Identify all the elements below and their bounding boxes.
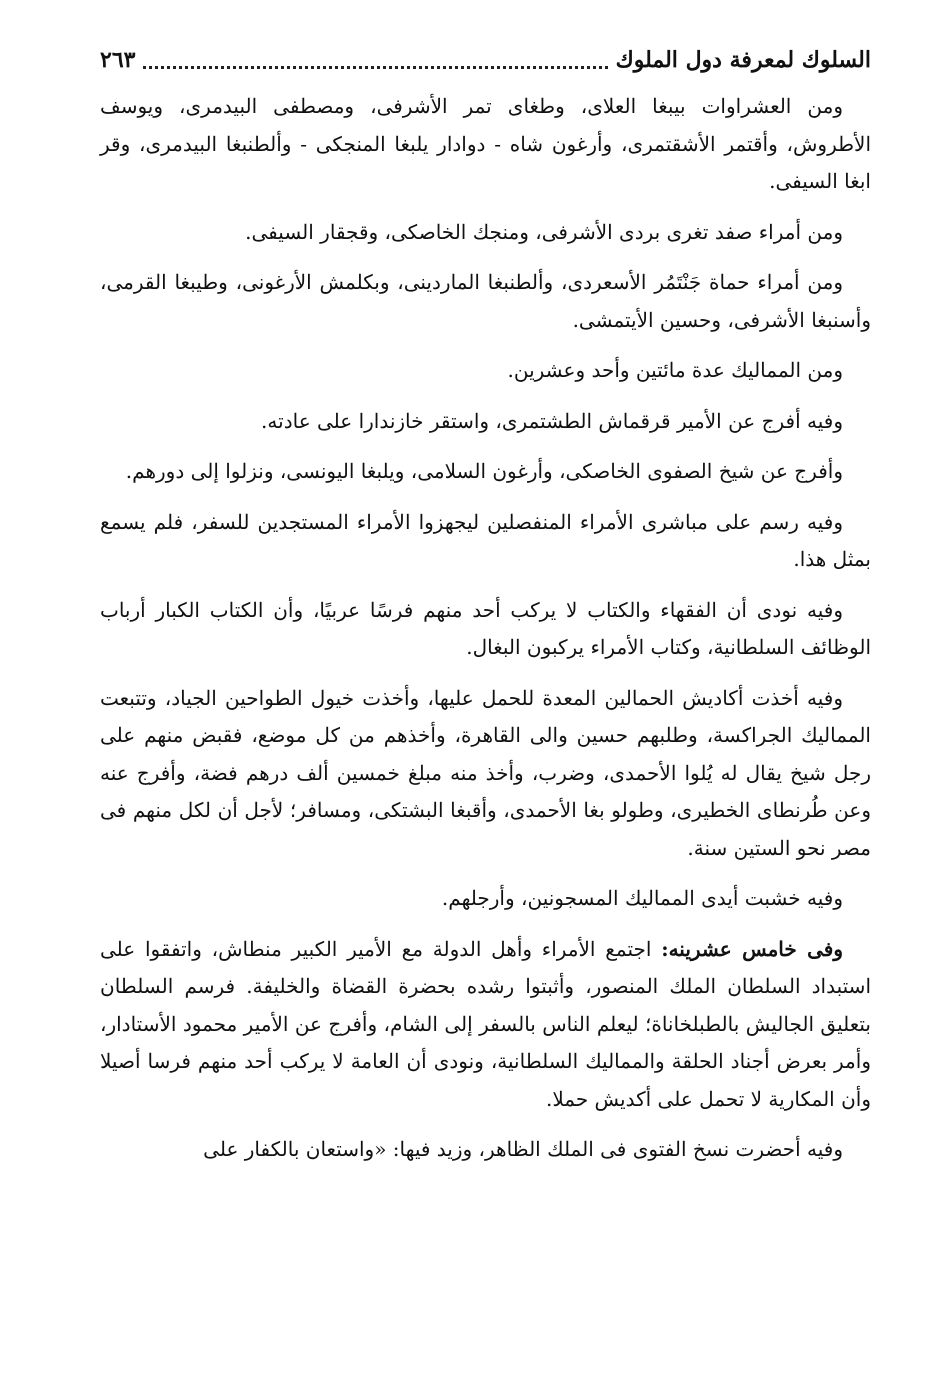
running-header bbox=[100, 38, 871, 82]
paragraph-9: وفيه أخذت أكاديش الحمالين المعدة للحمل عليها، وأخذت خيول الطواحين الجياد، وتتبعت المماليك الجراكسة، وطلبهم حسين والى القاهرة، وأخذهم من كل موضع، فقبض منهم على رجل شيخ يقال له يُلوا الأحمدى، وضرب، وأخذ منه مبلغ خمسين ألف درهم فضة، وأفرج عنه وعن طُرنطاى الخطيرى، وطولو بغا الأحمدى، وأقبغا البشتكى، ومسافر؛ لأجل أن لكل منهم فى مصر نحو الستين سنة. bbox=[100, 685, 871, 860]
paragraph-10: وفيه خشبت أيدى المماليك المسجونين، وأرجلهم. bbox=[441, 886, 843, 910]
paragraph-7: وفيه رسم على مباشرى الأمراء المنفصلين ليجهزوا الأمراء المستجدين للسفر، فلم يسمع بمثل هذا. bbox=[100, 509, 871, 571]
running-title: السلوك لمعرفة دول الملوك bbox=[615, 47, 871, 73]
paragraph-4: ومن المماليك عدة مائتين وأحد وعشرين. bbox=[507, 358, 843, 382]
paragraph-8: وفيه نودى أن الفقهاء والكتاب لا يركب أحد منهم فرسًا عربيًا، وأن الكتاب الكبار أرباب الوظائف السلطانية، وكتاب الأمراء يركبون البغال. bbox=[100, 597, 871, 659]
paragraph-5: وفيه أفرج عن الأمير قرقماش الطشتمرى، واستقر خازندارا على عادته. bbox=[261, 408, 843, 433]
paragraph-11-text: اجتمع الأمراء وأهل الدولة مع الأمير الكبير منطاش، واتفقوا على استبداد السلطان الملك المنصور، وأثبتوا رشده بحضرة القضاة والخليفة. فرسم السلطان بتعليق الجاليش بالطبلخاناة؛ ليعلم الناس بالسفر إلى الشام، وأفرج عن الأمير محمود الأستادار، وأمر بعرض أجناد الحلقة والمماليك السلطانية، ونودى أن العامة لا يركب أحد منهم فرسا أصيلا وأن المكارية لا تحمل على أكديش حملا. bbox=[100, 936, 871, 1111]
paragraph-11 bbox=[100, 931, 871, 1119]
page-number: ٢٦٣ bbox=[100, 47, 136, 73]
dotted-leader bbox=[143, 52, 607, 69]
body-text bbox=[100, 88, 871, 1169]
paragraph-12: وفيه أحضرت نسخ الفتوى فى الملك الظاهر، وزيد فيها: «واستعان بالكفار على bbox=[203, 1137, 843, 1161]
paragraph-3: ومن أمراء حماة جَنْتَمُر الأسعردى، وألطنبغا الماردينى، وبكلمش الأرغونى، وطيبغا القرمى، وأسنبغا الأشرفى، وحسين الأيتمشى. bbox=[100, 270, 871, 332]
paragraph-6: وأفرج عن شيخ الصفوى الخاصكى، وأرغون السلامى، ويلبغا اليونسى، ونزلوا إلى دورهم. bbox=[125, 459, 843, 483]
paragraph-11-lead: وفى خامس عشرينه: bbox=[661, 936, 844, 961]
paragraph-2: ومن أمراء صفد تغرى بردى الأشرفى، ومنجك الخاصكى، وقجقار السيفى. bbox=[245, 219, 843, 244]
paragraph-1: ومن العشراوات بيبغا العلاى، وطغاى تمر الأشرفى، ومصطفى البيدمرى، ويوسف الأطروش، وأقتمر الأشقتمرى، وأرغون شاه - دوادار يلبغا المنجكى - وألطنبغا البيدمرى، وقر ابغا السيفى. bbox=[100, 94, 871, 193]
